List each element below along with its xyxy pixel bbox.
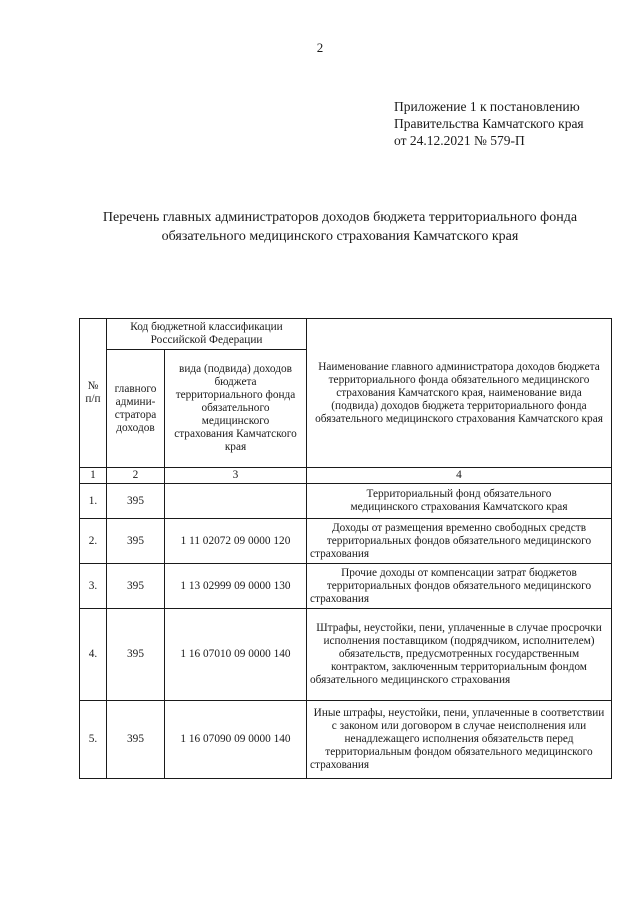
- row-admin: 395: [107, 701, 165, 779]
- row-num: 2.: [80, 519, 107, 564]
- appendix-line-2: Правительства Камчатского края: [394, 116, 584, 131]
- row-code: 1 16 07010 09 0000 140: [165, 609, 307, 701]
- row-name: Прочие доходы от компенсации затрат бюджетов территориальных фондов обязательного медицинского страхования: [307, 564, 612, 609]
- row-name: Иные штрафы, неустойки, пени, уплаченные в соответствии с законом или договором в случае неисполнения или ненадлежащего исполнения обязательств перед территориальным фондом обязательного медицинского страхования: [307, 701, 612, 779]
- header-admin-code: главного админи-стратора доходов: [107, 350, 165, 468]
- table-row: [80, 564, 612, 609]
- appendix-line-1: Приложение 1 к постановлению: [394, 99, 580, 114]
- table-row: [80, 519, 612, 564]
- header-num: № п/п: [80, 319, 107, 468]
- table-row: [80, 609, 612, 701]
- row-name: Штрафы, неустойки, пени, уплаченные в случае просрочки исполнения поставщиком (подрядчиком, исполнителем) обязательств, предусмотренных государственным контрактом, заключенным территориальным фондом обязательного медицинского страхования: [307, 609, 612, 701]
- row-admin: 395: [107, 519, 165, 564]
- row-admin: 395: [107, 484, 165, 519]
- row-num: 5.: [80, 701, 107, 779]
- col-number-1: 1: [80, 468, 107, 484]
- row-name: Доходы от размещения временно свободных средств территориальных фондов обязательного медицинского страхования: [307, 519, 612, 564]
- row-code: 1 11 02072 09 0000 120: [165, 519, 307, 564]
- col-number-4: 4: [307, 468, 612, 484]
- row-name: Территориальный фонд обязательного медицинского страхования Камчатского края: [307, 484, 612, 519]
- col-number-2: 2: [107, 468, 165, 484]
- table-row: [80, 701, 612, 779]
- header-kbk-group: Код бюджетной классификации Российской Федерации: [107, 319, 307, 350]
- header-revenue-type: вида (подвида) доходов бюджета территориального фонда обязательного медицинского страхования Камчатского края: [165, 350, 307, 468]
- title-line-2: обязательного медицинского страхования Камчатского края: [161, 229, 519, 244]
- appendix-header: [394, 98, 634, 149]
- table-row: [80, 484, 612, 519]
- header-name: Наименование главного администратора доходов бюджета территориального фонда обязательного медицинского страхования Камчатского края, наименование вида (подвида) доходов бюджета территориального фонда обязательного медицинского страхования Камчатского края: [307, 319, 612, 468]
- col-number-3: 3: [165, 468, 307, 484]
- title-line-1: Перечень главных администраторов доходов бюджета территориального фонда: [102, 210, 578, 225]
- row-code: [165, 484, 307, 519]
- row-code: 1 13 02999 09 0000 130: [165, 564, 307, 609]
- row-num: 3.: [80, 564, 107, 609]
- revenue-administrators-table: [79, 318, 612, 779]
- appendix-line-3: от 24.12.2021 № 579-П: [394, 133, 525, 148]
- row-num: 4.: [80, 609, 107, 701]
- row-admin: 395: [107, 564, 165, 609]
- row-code: 1 16 07090 09 0000 140: [165, 701, 307, 779]
- document-title: [40, 208, 640, 246]
- row-admin: 395: [107, 609, 165, 701]
- page-number: 2: [316, 40, 324, 55]
- row-num: 1.: [80, 484, 107, 519]
